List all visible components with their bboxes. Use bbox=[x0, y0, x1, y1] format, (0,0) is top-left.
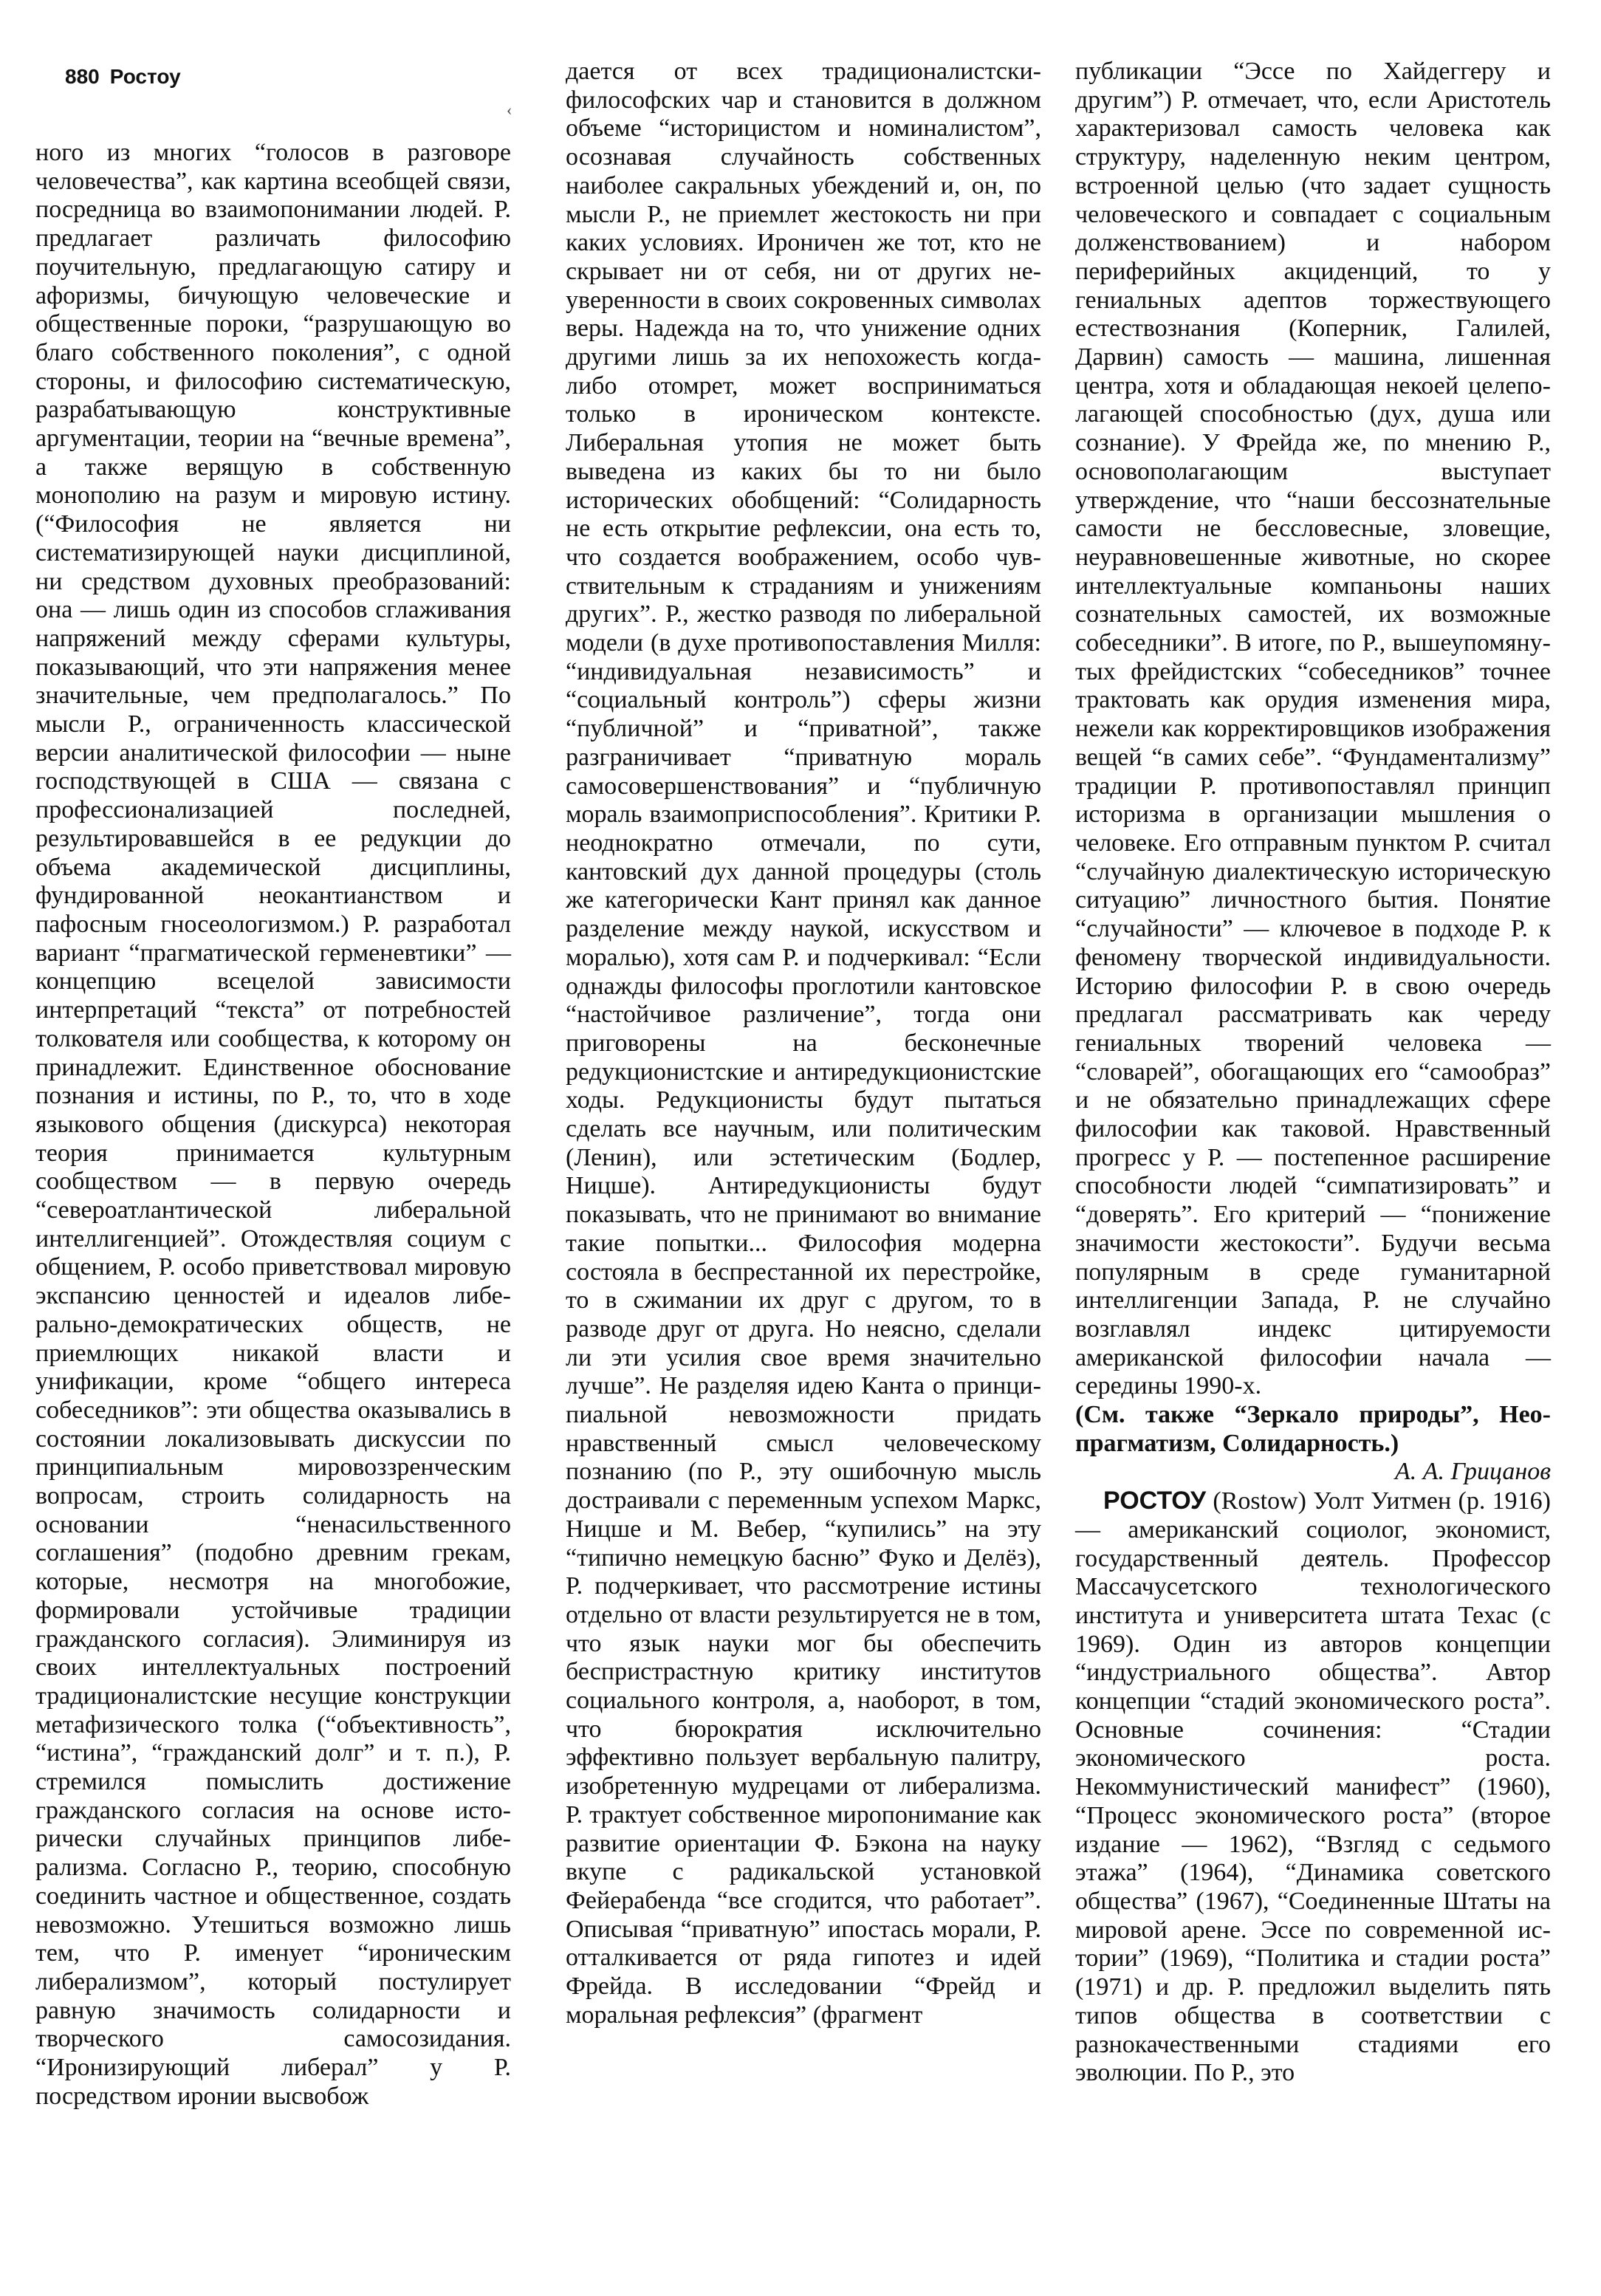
text-column-1 bbox=[35, 139, 511, 2111]
page-number: 880 bbox=[65, 65, 100, 88]
entry-headword: РОСТОУ bbox=[1103, 1487, 1207, 1515]
entry-body: (Rostow) Уолт Уитмен (р. 1916) — американский социолог, экономист, государственный деятель. Профессор Массачусетского технологического института и университета штата Техас (с 1969). Один из авторов концепции “индустриального общества”. Автор концепции “стадий экономического роста”. Основные сочинения: “Стадии экономического роста. Некоммунистический манифест” (1960), “Процесс экономического роста” (второе издание — 1962), “Взгляд с седьмого этажа” (1964), “Динамика советского общества” (1967), “Соединенные Штаты на мировой арене. Эссе по современной истории” (1969), “Политика и стадии роста” (1971) и др. Р. предложил выделить пять типов общества в соответствии с разнокачественными стадиями его эволюции. По Р., это bbox=[1075, 1487, 1551, 2087]
see-also: (См. также “Зеркало природы”, Неопрагматизм, Солидарность.) bbox=[1075, 1401, 1551, 1457]
column-1-text: ного из многих “голосов в разговоре человечества”, как картина всеобщей связи, посредница во взаимопонимании людей. Р. предлагает различать философию поучительную, предлагающую сатиру и афоризмы, бичующую человеческие и общественные пороки, “разрушающую во благо собственного поколения”, с одной стороны, и философию систематическую, разрабатывающую конструктивные аргументации, теории на “вечные времена”, а также верящую в собственную монополию на разум и мировую истину. (“Философия не является ни систематизирующей науки дисциплиной, ни средством духовных преобразований: она — лишь один из способов сглаживания напряжений между сферами культуры, показывающий, что эти напряжения менее значительные, чем предполагалось.” По мысли Р., ограниченность классической версии аналитической философии — ныне господствующей в США — связана с профессионализацией последней, результировавшейся в ее редукции до объема академической дисциплины, фундированной неокантианством и пафосным гносеологизмом.) Р. разработал вариант “прагматической герменевтики” — концепцию всецелой зависимости интерпретаций “текста” от потребностей толкователя или сообщества, к которому он принадлежит. Единственное обоснование познания и истины, по Р., то, что в ходе языкового общения (дискурса) некоторая теория принимается культурным сообществом — в первую очередь “североатлантической либеральной интеллигенцией”. Отождествляя социум с общением, Р. особо приветствовал мировую экспансию ценностей и идеалов либерально-демократических обществ, не приемлющих никакой власти и унификации, кроме “общего интереса собеседников”: эти общества оказывались в состоянии локализовывать дискуссии по принципиальным мировоззренческим вопросам, строить солидарность на основании “ненасильственного соглашения” (подобно древним грекам, которые, несмотря на многобожие, формировали устойчивые традиции гражданского согласия). Элиминируя из своих интеллектуальных построений традиционалистские несущие конструкции метафизического толка (“объективность”, “истина”, “гражданский долг” и т. п.), Р. стремился помыслить достижение гражданского согласия на основе исторически случайных принципов либерализма. Согласно Р., теорию, способную соединить частное и общественное, создать невозможно. Утешиться возможно лишь тем, что Р. именует “ироническим либерализмом”, который постулирует равную значимость солидарности и творческого самосозидания. “Иронизирующий либерал” у Р. посредством иронии высвобож bbox=[35, 139, 511, 2110]
column-2-text: дается от всех традиционалистски-философских чар и становится в должном объеме “историцистом и номиналистом”, осознавая случайность собственных наиболее сакральных убеждений и, он, по мысли Р., не приемлет жестокость ни при каких условиях. Ироничен же тот, кто не скрывает ни от себя, ни от других неуверенности в своих сокровенных символах веры. Надежда на то, что унижение одних другими лишь за их непохожесть когда-либо отомрет, может восприниматься только в ироническом контексте. Либеральная утопия не может быть выведена из каких бы то ни было исторических обобщений: “Солидарность не есть открытие рефлексии, она есть то, что создается воображением, особо чувствительным к страданиям и унижениям других”. Р., жестко разводя по либеральной модели (в духе противопоставления Милля: “индивидуальная независимость” и “социальный контроль”) сферы жизни “публичной” и “приватной”, также разграничивает “приватную мораль самосовершенствования” и “публичную мораль взаимоприспособления”. Критики Р. неоднократно отмечали, по сути, кантовский дух данной процедуры (столь же категорически Кант принял как данное разделение между наукой, искусством и моралью), хотя сам Р. и подчеркивал: “Если однажды философы проглотили кантовское “настойчивое различение”, тогда они приговорены на бесконечные редукционистские и антиредукционистские ходы. Редукционисты будут пытаться сделать все научным, или политическим (Ленин), или эстетическим (Бодлер, Ницше). Антиредукционисты будут показывать, что не принимают во внимание такие попытки... Философия модерна состояла в беспрестанной их перестройке, то в сжимании их друг с другом, то в разводе друг от друга. Но неясно, сделали ли эти усилия свое время значительно лучше”. Не разделяя идею Канта о принципиальной невозможности придать нравственный смысл человеческому познанию (по Р., эту ошибочную мысль достраивали с переменным успехом Маркс, Ницше и М. Вебер, “купились” на эту “типично немецкую басню” Фуко и Делёз), Р. подчеркивает, что рассмотрение истины отдельно от власти результируется не в том, что язык науки мог бы обеспечить беспристрастную критику институтов социального контроля, а, наоборот, в том, что бюрократия исключительно эффективно пользует вербальную палитру, изобретенную мудрецами от либерализма. Р. трактует собственное миропонимание как развитие ориентации Ф. Бэкона на науку вкупе с радикальской установкой Фейерабенда “все сгодится, что работает”. Описывая “приватную” ипостась морали, Р. отталкивается от ряда гипотез и идей Фрейда. В исследовании “Фрейд и моральная рефлексия” (фрагмент bbox=[566, 58, 1041, 2029]
margin-mark: ‹ bbox=[507, 100, 512, 119]
running-header bbox=[65, 65, 181, 102]
column-3-text: публикации “Эссе по Хайдеггеру и другим”) Р. отмечает, что, если Аристотель характеризовал самость человека как структуру, наделенную неким центром, встроенной целью (что задает сущность человеческого и совпадает с социальным долженствованием) и набором периферийных акциденций, то у гениальных адептов торжествующего естествознания (Коперник, Галилей, Дарвин) самость — машина, лишенная центра, хотя и обладающая некоей целеполагающей способностью (дух, душа или сознание). У Фрейда же, по мнению Р., основополагающим выступает утверждение, что “наши бессознательные самости не бессловесные, зловещие, неуравновешенные животные, но скорее интеллектуальные компаньоны наших сознательных самостей, их возможные собеседники”. В итоге, по Р., вышеупомянутых фрейдистских “собеседников” точнее трактовать как орудия изменения мира, нежели как корректировщиков изображения вещей “в самих себе”. “Фундаментализму” традиции Р. противопоставлял принцип историзма в организации мышления о человеке. Его отправным пунктом Р. считал “случайную диалектическую историческую ситуацию” личностного бытия. Понятие “случайности” — ключевое в подходе Р. к феномену творческой индивидуальности. Историю философии Р. в свою очередь предлагал рассматривать как череду гениальных творений человека — “словарей”, обогащающих его “самообраз” и не обязательно принадлежащих сфере философии как таковой. Нравственный прогресс у Р. — постепенное расширение способности людей “симпатизировать” и “доверять”. Его критерий — “понижение значимости жестокости”. Будучи весьма популярным в среде гуманитарной интеллигенции Запада, Р. не случайно возглавлял индекс цитируемости американской философии начала — середины 1990-х. bbox=[1075, 58, 1551, 1400]
text-column-2 bbox=[566, 58, 1041, 2030]
running-title: Ростоу bbox=[109, 65, 181, 88]
text-column-3 bbox=[1075, 58, 1551, 2088]
entry-rostow bbox=[1075, 1487, 1551, 2088]
article-author: А. А. Грицанов bbox=[1395, 1458, 1551, 1486]
